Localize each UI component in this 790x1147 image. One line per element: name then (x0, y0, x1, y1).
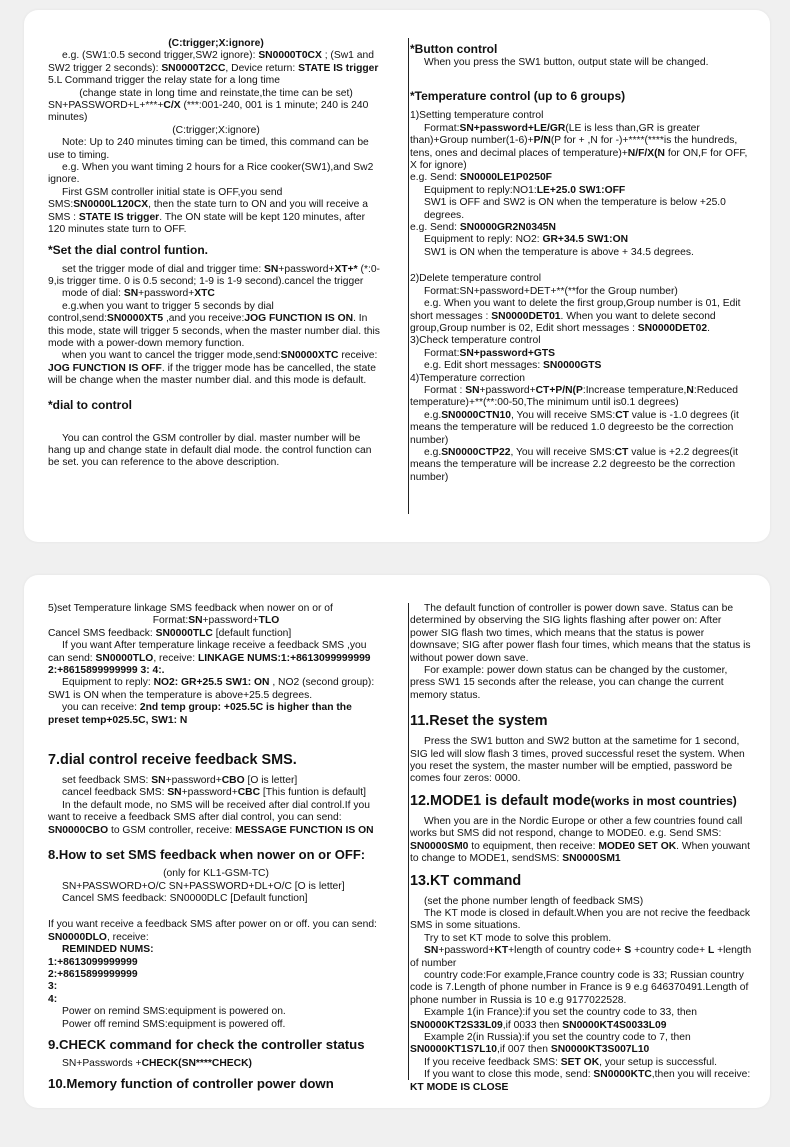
paragraph: Format:SN+password+DET+**(**for the Group number) (424, 285, 678, 297)
paragraph: Format:SN+password+GTS (424, 347, 556, 359)
paragraph: 2:+8615899999999 (48, 968, 138, 980)
section-heading: 8.How to set SMS feedback when nower on or OFF: (48, 847, 366, 863)
paragraph: Format:SN+password+LE/GR(LE is less than,GR is greater than)+Group number(1-6)+P/N(P for + ,N for -)+****(****is the hundreds, tens, ones and decimal places of temperature)+N/F/X(N for ON,F for OFF, X for ignore) (410, 122, 748, 172)
paragraph: Equipment to reply:NO1:LE+25.0 SW1:OFF (424, 184, 626, 196)
paragraph: e.g.when you want to trigger 5 seconds by dial control,send:SN0000XT5 ,and you receive:JOG FUNCTION IS ON. In this mode, state will trigger 5 seconds, when the master number dial. this mode with a power-down memory function. (48, 300, 380, 349)
paragraph: Press the SW1 button and SW2 button at the sametime for 1 second, SIG led will slow flash 3 times, proved successful reset the system. When you reset the system, the master number will be emptied, password be comes four zeros: 0000. (410, 736, 745, 785)
right-column (410, 603, 752, 1094)
paragraph: If you want receive a feedback SMS after power on or off. you can send: SN0000DLO, receive: (48, 919, 377, 943)
manual-page-top (24, 10, 770, 542)
paragraph: when you want to cancel the trigger mode,send:SN0000XTC receive: JOG FUNCTION IS OFF. if the trigger mode has be cancelled, the state will be change when the master number dial. and this mode is default. (48, 350, 378, 387)
left-column (48, 603, 384, 1091)
right-column (410, 42, 752, 484)
paragraph: The KT mode is closed in default.When you are not recive the feedback SMS in some situations. (410, 907, 751, 932)
paragraph: Note: Up to 240 minutes timing can be timed, this command can be use to timing. (48, 137, 369, 161)
section-heading: 13.KT command (410, 872, 522, 889)
paragraph: Power on remind SMS:equipment is powered on. (62, 1006, 286, 1018)
paragraph: The default function of controller is power down save. Status can be determined by observing the SIG lights flashing after power on: After power SIG flash two times, which means that the status is power downsave; SIG after power flash four times, which means that the status is without power down save. (410, 603, 751, 664)
paragraph: e.g. When you want timing 2 hours for a Rice cooker(SW1),and Sw2 ignore. (48, 162, 374, 186)
paragraph: 1)Setting temperature control (410, 110, 544, 122)
paragraph: If you receive feedback SMS: SET OK, your setup is successful. (424, 1056, 718, 1068)
paragraph: e.g. Edit short messages: SN0000GTS (424, 360, 602, 372)
paragraph: 4)Temperature correction (410, 372, 526, 384)
section-heading: *Button control (410, 42, 498, 56)
paragraph: country code:For example,France country code is 33; Russian country code is 7.Length of phone number in France is 9 e.g 646370491.Length of phone number in Russia is 10 e.g 9177022528. (410, 969, 749, 1006)
paragraph: e.g.SN0000CTN10, You will receive SMS:CT value is -1.0 degrees (it means the temperature will be reduced 1.0 degreesto be the correction number) (410, 409, 739, 446)
paragraph: (C:trigger;X:ignore) (168, 38, 264, 49)
paragraph: Power off remind SMS:equipment is powered off. (62, 1018, 286, 1030)
column-divider (408, 38, 409, 514)
section-heading: 10.Memory function of controller power down (48, 1076, 334, 1092)
paragraph: For example: power down status can be changed by the customer, press SW1 15 seconds after the release, you can change the current memory status. (410, 665, 728, 701)
paragraph: 4: (48, 993, 58, 1005)
paragraph: (change state in long time and reinstate,the time can be set) (79, 87, 353, 99)
paragraph: 3)Check temperature control (410, 335, 541, 347)
paragraph: e.g. When you want to delete the first group,Group number is 01, Edit short messages : SN0000DET01. When you want to delete second group,Group number is 02, Edit short messages : SN0000DET02. (410, 298, 741, 334)
section-heading: *Temperature control (up to 6 groups) (410, 89, 626, 104)
paragraph: 1:+8613099999999 (48, 956, 138, 968)
paragraph: SW1 is ON when the temperature is above + 34.5 degrees. (424, 246, 694, 258)
paragraph: Format:SN+password+TLO (152, 615, 280, 627)
paragraph: 5)set Temperature linkage SMS feedback when nower on or of (48, 603, 333, 614)
section-heading: 12.MODE1 is default mode(works in most countries) (410, 792, 737, 809)
paragraph: Example 1(in France):if you set the country code to 33, then SN0000KT2S33L09,if 0033 then SN0000KT4S0033L09 (410, 1007, 698, 1031)
paragraph: First GSM controller initial state is OFF,you send SMS:SN0000L120CX, then the state turn to ON and you will receive a SMS : STATE IS trigger. The ON state will be kept 120 minutes, after 120 minutes state turn to OFF. (48, 186, 368, 236)
left-column (48, 38, 384, 470)
paragraph: you can receive: 2nd temp group: +025.5C is higher than the preset temp+025.5C, SW1: N (48, 702, 352, 726)
paragraph: Equipment to reply: NO2: GR+25.5 SW1: ON , NO2 (second group): SW1 is ON when the temperature is above+25.5 degrees. (48, 677, 375, 701)
paragraph: When you press the SW1 button, output state will be changed. (424, 57, 709, 68)
column-divider (408, 603, 409, 1080)
paragraph: If you want to close this mode, send: SN0000KTC,then you will receive: KT MODE IS CLOSE (410, 1069, 751, 1093)
paragraph: Equipment to reply: NO2: GR+34.5 SW1:ON (424, 234, 629, 246)
paragraph: SN+Passwords +CHECK(SN****CHECK) (62, 1057, 252, 1069)
paragraph: Cancel SMS feedback: SN0000DLC [Default function] (62, 892, 308, 904)
paragraph: Example 2(in Russia):if you set the country code to 7, then SN0000KT1S7L10,if 007 then SN0000KT3S007L10 (410, 1031, 691, 1056)
paragraph: If you want After temperature linkage receive a feedback SMS ,you can send: SN0000TLO, receive: LINKAGE NUMS:1:+8613099999999 2:+8615899999999 3: 4:. (48, 640, 371, 677)
paragraph: e.g. Send: SN0000GR2N0345N (410, 222, 556, 234)
paragraph: 5.L Command trigger the relay state for a long time (48, 75, 280, 87)
paragraph: SN+PASSWORD+O/C SN+PASSWORD+DL+O/C [O is letter] (62, 880, 345, 892)
paragraph: You can control the GSM controller by dial. master number will be hang up and change state in default dial mode. the control function can be set. you can reference to the above description. (48, 432, 372, 469)
paragraph: (set the phone number length of feedback SMS) (424, 895, 644, 907)
paragraph: REMINDED NUMS: (62, 944, 154, 956)
paragraph: SW1 is OFF and SW2 is ON when the temperature is below +25.0 degrees. (424, 197, 726, 221)
section-heading: *dial to control (48, 397, 132, 412)
paragraph: set feedback SMS: SN+password+CBO [O is letter] (62, 775, 298, 787)
paragraph: SN+password+KT+length of country code+ S +country code+ L +length of number (410, 945, 752, 969)
paragraph: SN+PASSWORD+L+***+C/X (***:001-240, 001 is 1 minute; 240 is 240 minutes) (48, 100, 369, 124)
section-heading: 11.Reset the system (410, 713, 548, 730)
paragraph: When you are in the Nordic Europe or other a few countries found call works but SMS did not respond, change to MODE0. e.g. Send SMS: SN0000SM0 to equipment, then receive: MODE0 SET OK. When youwant to change to MODE1, sendSMS: SN0000SM1 (410, 815, 750, 865)
paragraph: e.g. (SW1:0.5 second trigger,SW2 ignore): SN0000T0CX ; (Sw1 and SW2 trigger 2 seconds): SN0000T2CC, Device return: STATE IS trigger (48, 50, 379, 74)
paragraph: (only for KL1-GSM-TC) (163, 868, 269, 880)
section-heading: 7.dial control receive feedback SMS. (48, 752, 297, 769)
paragraph: 3: (48, 981, 58, 993)
paragraph: Format : SN+password+CT+P/N(P:Increase temperature,N:Reduced temperature)+**(**:00-50,The minimum until is0.1 degrees) (410, 384, 738, 409)
paragraph: e.g. Send: SN0000LE1P0250F (410, 172, 552, 184)
paragraph: mode of dial: SN+password+XTC (62, 288, 215, 300)
paragraph: 2)Delete temperature control (410, 273, 542, 285)
manual-page-bottom (24, 575, 770, 1108)
paragraph: Try to set KT mode to solve this problem. (424, 932, 612, 944)
section-heading: 9.CHECK command for check the controller status (48, 1036, 365, 1052)
paragraph: cancel feedback SMS: SN+password+CBC [This funtion is default] (62, 787, 366, 799)
paragraph: (C:trigger;X:ignore) (172, 124, 260, 136)
paragraph: set the trigger mode of dial and trigger time: SN+password+XT+* (*:0-9,is trigger time. 0 is 0.5 second; 1-9 is 1-9 second).cancel the trigger (48, 263, 380, 287)
paragraph: In the default mode, no SMS will be received after dial control.If you want to receive a feedback SMS after dial control, you can send: SN0000CBO to GSM controller, receive: MESSAGE FUNCTION IS ON (48, 799, 374, 836)
section-heading: *Set the dial control funtion. (48, 242, 208, 257)
paragraph: e.g.SN0000CTP22, You will receive SMS:CT value is +2.2 degrees(it means the temperature will be increase 2.2 degreesto be the correction number) (410, 446, 738, 483)
paragraph: Cancel SMS feedback: SN0000TLC [default function] (48, 627, 292, 639)
